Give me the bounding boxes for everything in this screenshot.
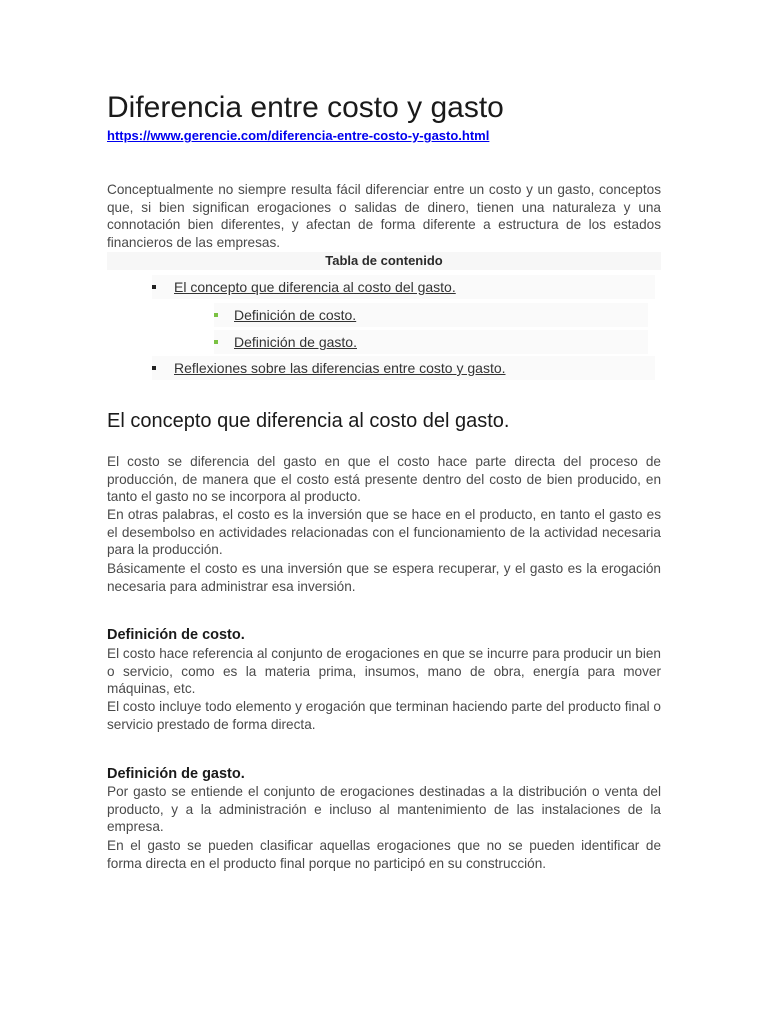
- toc-item-label[interactable]: El concepto que diferencia al costo del gasto.: [174, 279, 456, 295]
- toc-item-label[interactable]: Definición de gasto.: [234, 334, 357, 350]
- section-heading-def-costo: Definición de costo.: [107, 627, 245, 643]
- paragraph: El costo incluye todo elemento y erogación que terminan haciendo parte del producto final o servicio prestado de forma directa.: [107, 699, 661, 732]
- paragraph: En otras palabras, el costo es la inversión que se hace en el producto, en tanto el gasto es el desembolso en actividades relacionadas con el funcionamiento de la actividad necesaria para la producción.: [107, 507, 661, 558]
- toc-item-label[interactable]: Reflexiones sobre las diferencias entre costo y gasto.: [174, 360, 506, 376]
- paragraph: El costo se diferencia del gasto en que el costo hace parte directa del proceso de producción, de manera que el costo está presente dentro del costo de bien producido, en tanto el gasto no se incorpora al producto.: [107, 454, 661, 505]
- intro-paragraph: Conceptualmente no siempre resulta fácil diferenciar entre un costo y un gasto, conceptos que, si bien significan erogaciones o salidas de dinero, tienen una naturaleza y una connotación bien diferentes, y afectan de forma diferente a estructura de los estados financieros de las empresas.: [107, 182, 661, 250]
- paragraph: El costo hace referencia al conjunto de erogaciones en que se incurre para producir un bien o servicio, como es la materia prima, insumos, mano de obra, energía para mover máquinas, etc.: [107, 646, 661, 697]
- paragraph: En el gasto se pueden clasificar aquellas erogaciones que no se pueden identificar de forma directa en el producto final porque no participó en su construcción.: [107, 838, 661, 871]
- source-link[interactable]: https://www.gerencie.com/diferencia-entre-costo-y-gasto.html: [107, 128, 490, 143]
- section-heading-concepto: El concepto que diferencia al costo del gasto.: [107, 410, 510, 432]
- paragraph: Por gasto se entiende el conjunto de erogaciones destinadas a la distribución o venta del producto, y a la administración e incluso al mantenimiento de las instalaciones de la empresa.: [107, 784, 661, 835]
- paragraph: Básicamente el costo es una inversión que se espera recuperar, y el gasto es la erogación necesaria para administrar esa inversión.: [107, 561, 661, 594]
- bullet-icon: [152, 285, 156, 289]
- toc-item-concepto[interactable]: [152, 275, 655, 299]
- toc-item-label[interactable]: Definición de costo.: [234, 307, 357, 323]
- bullet-icon: [214, 313, 218, 317]
- document-title: Diferencia entre costo y gasto: [107, 91, 504, 124]
- toc-item-def-gasto[interactable]: [214, 330, 648, 354]
- toc-item-reflexiones[interactable]: [152, 356, 655, 380]
- toc-item-def-costo[interactable]: [214, 303, 648, 327]
- bullet-icon: [214, 340, 218, 344]
- section-heading-def-gasto: Definición de gasto.: [107, 766, 245, 782]
- bullet-icon: [152, 366, 156, 370]
- toc-heading: Tabla de contenido: [107, 252, 661, 270]
